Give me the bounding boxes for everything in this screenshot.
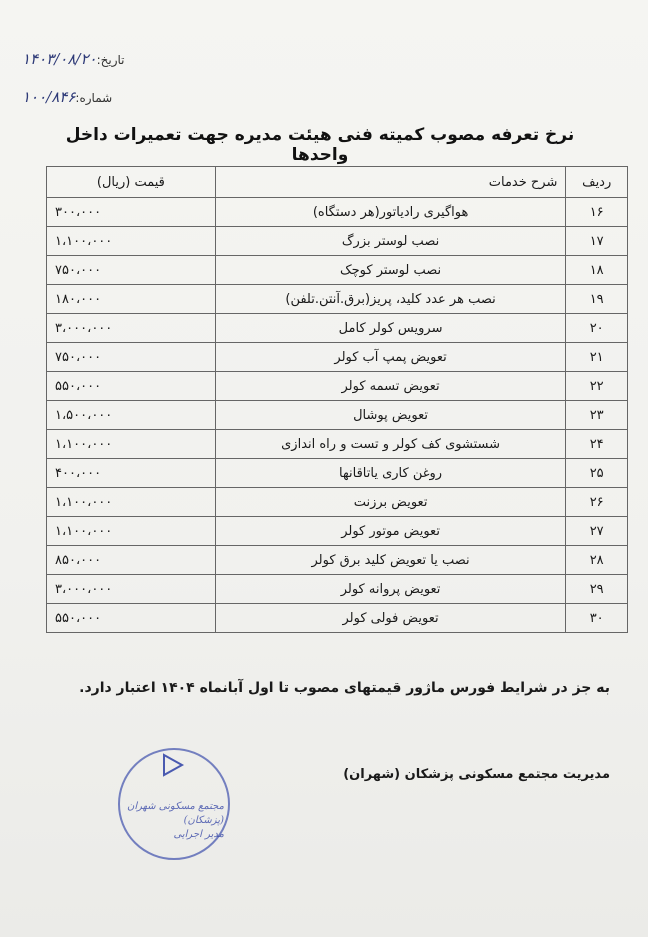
document-title: نرخ تعرفه مصوب کمیته فنی هیئت مدیره جهت تعمیرات داخل واحدها: [65, 125, 575, 165]
row-description: روغن کاری یاتاقانها: [215, 459, 566, 488]
row-description: تعویض پوشال: [215, 401, 566, 430]
header-description: شرح خدمات: [215, 167, 566, 198]
row-index: ۲۲: [566, 372, 628, 401]
row-description: تعویض پمپ آب کولر: [215, 343, 566, 372]
row-description: نصب یا تعویض کلید برق کولر: [215, 546, 566, 575]
number-label: شماره:: [75, 91, 113, 105]
table-row: [47, 372, 628, 401]
table-row: [47, 285, 628, 314]
row-price: ۳،۰۰۰،۰۰۰: [47, 314, 216, 343]
table-row: [47, 488, 628, 517]
row-price: ۱،۱۰۰،۰۰۰: [47, 227, 216, 256]
table-row: [47, 459, 628, 488]
validity-note: به جز در شرایط فورس ماژور قیمتهای مصوب تا اول آبانماه ۱۴۰۴ اعتبار دارد.: [79, 680, 610, 696]
row-price: ۳۰۰،۰۰۰: [47, 198, 216, 227]
stamp-line-1: مجتمع مسکونی شهران (پزشکان): [126, 801, 224, 826]
date-line: [22, 50, 124, 68]
number-line: [22, 88, 112, 106]
date-value: ۱۴۰۳/۰۸/۲۰: [22, 50, 97, 68]
row-index: ۱۷: [566, 227, 628, 256]
row-price: ۵۵۰،۰۰۰: [47, 604, 216, 633]
row-index: ۲۶: [566, 488, 628, 517]
row-price: ۴۰۰،۰۰۰: [47, 459, 216, 488]
stamp-line-2: مدیر اجرایی: [173, 829, 224, 840]
row-price: ۱،۵۰۰،۰۰۰: [47, 401, 216, 430]
row-price: ۷۵۰،۰۰۰: [47, 256, 216, 285]
row-price: ۳،۰۰۰،۰۰۰: [47, 575, 216, 604]
row-description: نصب لوستر کوچک: [215, 256, 566, 285]
row-index: ۲۸: [566, 546, 628, 575]
table-row: [47, 546, 628, 575]
signature-label: مدیریت مجتمع مسکونی پزشکان (شهران): [343, 767, 610, 782]
row-description: نصب لوستر بزرگ: [215, 227, 566, 256]
row-price: ۱،۱۰۰،۰۰۰: [47, 488, 216, 517]
table-row: [47, 343, 628, 372]
table-row: [47, 575, 628, 604]
table-row: [47, 227, 628, 256]
row-index: ۲۰: [566, 314, 628, 343]
row-index: ۲۴: [566, 430, 628, 459]
row-description: تعویض تسمه کولر: [215, 372, 566, 401]
row-description: تعویض پروانه کولر: [215, 575, 566, 604]
row-description: تعویض فولی کولر: [215, 604, 566, 633]
row-index: ۱۶: [566, 198, 628, 227]
table-row: [47, 430, 628, 459]
row-price: ۱،۱۰۰،۰۰۰: [47, 430, 216, 459]
table-row: [47, 198, 628, 227]
stamp-text: [104, 800, 224, 842]
header-index: ردیف: [566, 167, 628, 198]
row-price: ۸۵۰،۰۰۰: [47, 546, 216, 575]
table-row: [47, 604, 628, 633]
row-description: نصب هر عدد کلید، پریز(برق.آنتن.تلفن): [215, 285, 566, 314]
number-value: ۱۰۰/۸۴۶: [22, 88, 76, 106]
row-price: ۱۸۰،۰۰۰: [47, 285, 216, 314]
row-price: ۱،۱۰۰،۰۰۰: [47, 517, 216, 546]
row-index: ۱۹: [566, 285, 628, 314]
tariff-table: [46, 166, 628, 633]
row-index: ۲۳: [566, 401, 628, 430]
row-index: ۲۷: [566, 517, 628, 546]
row-description: سرویس کولر کامل: [215, 314, 566, 343]
row-index: ۱۸: [566, 256, 628, 285]
header-price: قیمت (ریال): [47, 167, 216, 198]
row-index: ۲۱: [566, 343, 628, 372]
row-description: شستشوی کف کولر و تست و راه اندازی: [215, 430, 566, 459]
row-description: تعویض موتور کولر: [215, 517, 566, 546]
date-label: تاریخ:: [96, 53, 125, 67]
table-row: [47, 256, 628, 285]
table-row: [47, 401, 628, 430]
table-header-row: [47, 167, 628, 198]
row-description: هواگیری رادیاتور(هر دستگاه): [215, 198, 566, 227]
row-price: ۷۵۰،۰۰۰: [47, 343, 216, 372]
table-row: [47, 314, 628, 343]
row-index: ۳۰: [566, 604, 628, 633]
row-index: ۲۵: [566, 459, 628, 488]
row-price: ۵۵۰،۰۰۰: [47, 372, 216, 401]
stamp-logo-icon: [160, 752, 186, 778]
row-index: ۲۹: [566, 575, 628, 604]
row-description: تعویض برزنت: [215, 488, 566, 517]
table-row: [47, 517, 628, 546]
